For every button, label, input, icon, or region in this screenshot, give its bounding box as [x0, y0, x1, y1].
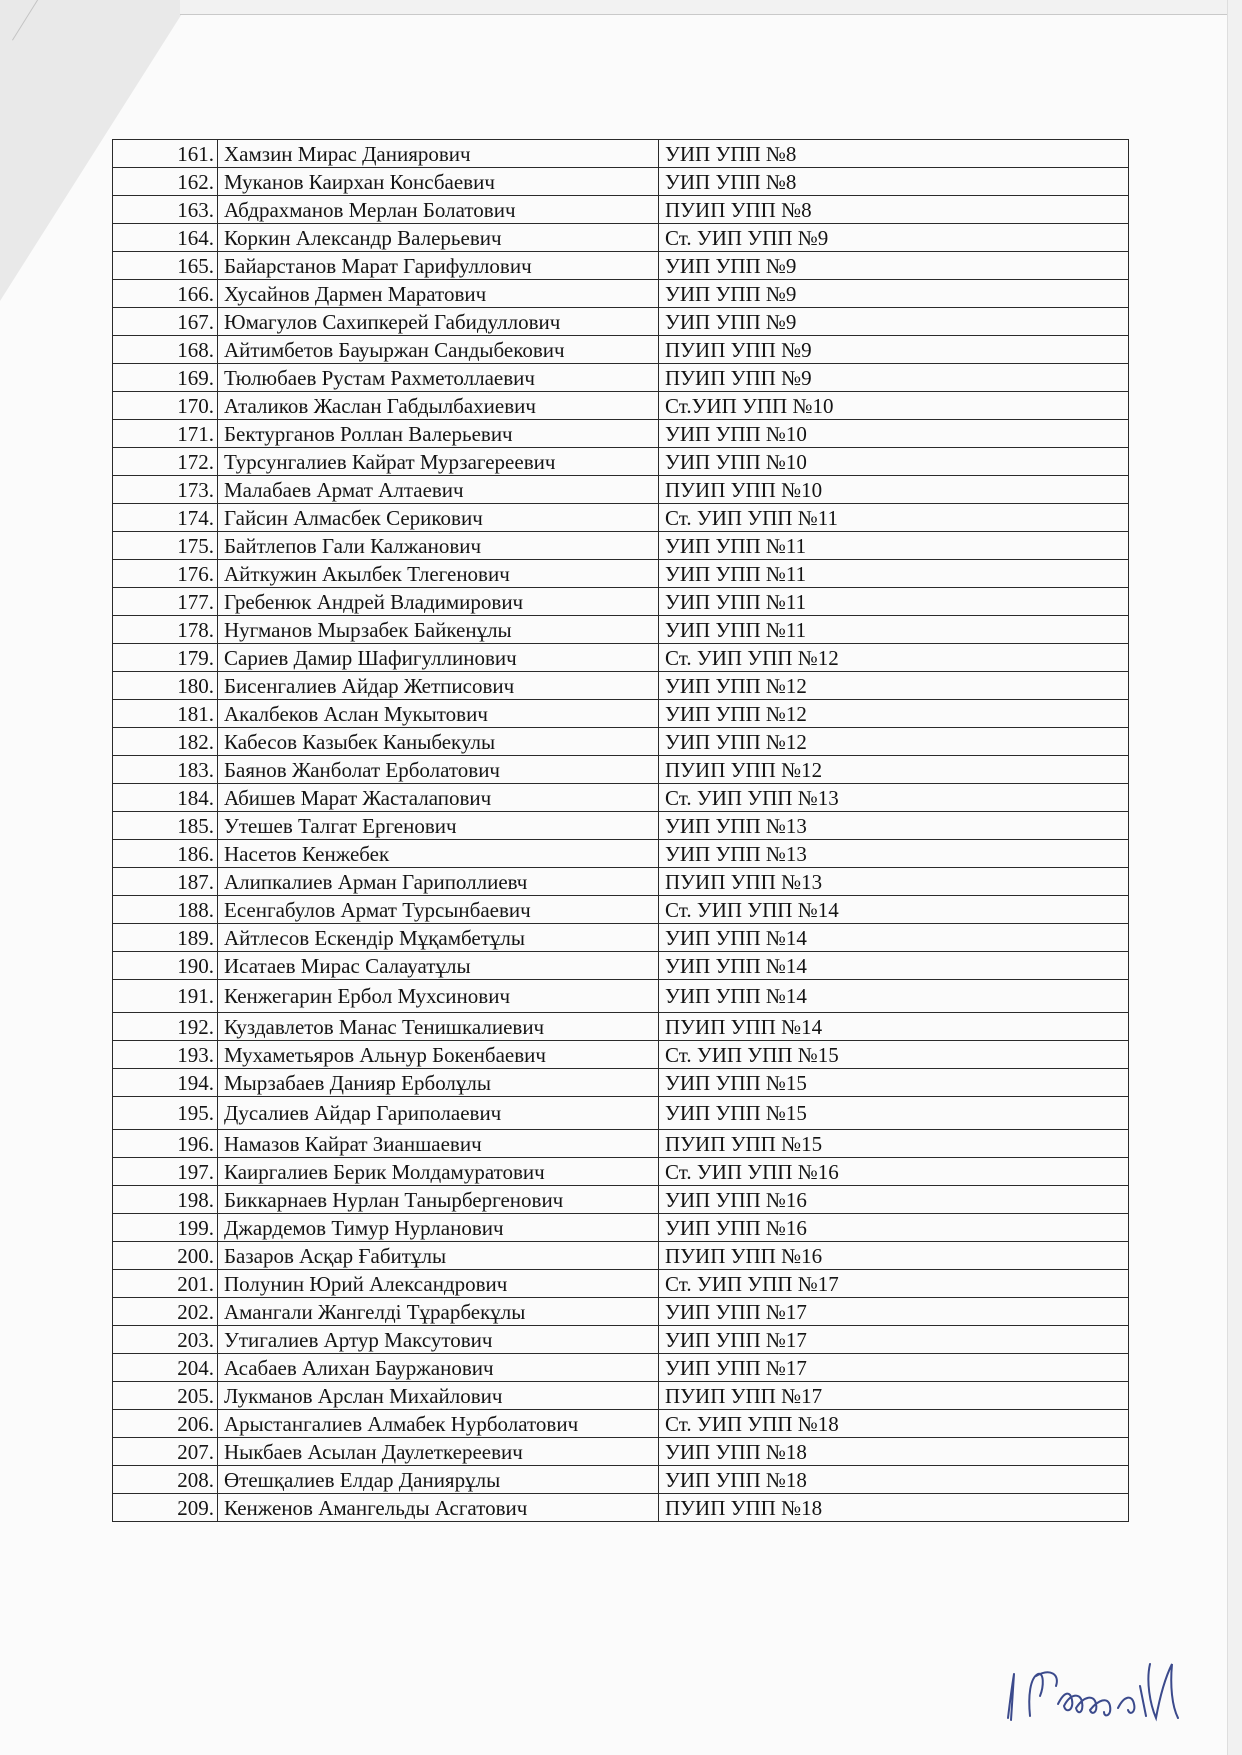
page-right-edge — [1227, 0, 1242, 1755]
table-row — [113, 420, 1129, 448]
row-number: 207. — [113, 1438, 218, 1466]
employee-name: Насетов Кенжебек — [218, 840, 659, 868]
employee-position: УИП УПП №17 — [659, 1326, 1129, 1354]
table-row — [113, 672, 1129, 700]
table-row — [113, 1494, 1129, 1522]
row-number: 179. — [113, 644, 218, 672]
employee-position: ПУИП УПП №15 — [659, 1130, 1129, 1158]
employee-name: Хусайнов Дармен Маратович — [218, 280, 659, 308]
row-number: 178. — [113, 616, 218, 644]
employee-position: УИП УПП №15 — [659, 1097, 1129, 1130]
row-number: 202. — [113, 1298, 218, 1326]
table-row — [113, 1438, 1129, 1466]
employee-position: УИП УПП №10 — [659, 420, 1129, 448]
employee-name: Айткужин Акылбек Тлегенович — [218, 560, 659, 588]
row-number: 192. — [113, 1013, 218, 1041]
employee-position: ПУИП УПП №10 — [659, 476, 1129, 504]
row-number: 180. — [113, 672, 218, 700]
employee-name: Акалбеков Аслан Мукытович — [218, 700, 659, 728]
row-number: 184. — [113, 784, 218, 812]
employee-position: УИП УПП №9 — [659, 252, 1129, 280]
row-number: 173. — [113, 476, 218, 504]
employee-name: Сариев Дамир Шафигуллинович — [218, 644, 659, 672]
table-row — [113, 1186, 1129, 1214]
employee-name: Намазов Кайрат Зианшаевич — [218, 1130, 659, 1158]
row-number: 197. — [113, 1158, 218, 1186]
employee-position: УИП УПП №12 — [659, 672, 1129, 700]
table-row — [113, 644, 1129, 672]
table-row — [113, 1410, 1129, 1438]
table-row — [113, 504, 1129, 532]
row-number: 161. — [113, 140, 218, 168]
table-row — [113, 560, 1129, 588]
table-row — [113, 280, 1129, 308]
table-row — [113, 448, 1129, 476]
employee-position: УИП УПП №13 — [659, 840, 1129, 868]
row-number: 193. — [113, 1041, 218, 1069]
row-number: 171. — [113, 420, 218, 448]
employee-position: УИП УПП №11 — [659, 560, 1129, 588]
row-number: 177. — [113, 588, 218, 616]
table-row — [113, 924, 1129, 952]
table-row — [113, 1298, 1129, 1326]
employee-position: УИП УПП №16 — [659, 1186, 1129, 1214]
employee-name: Кенженов Амангельды Асгатович — [218, 1494, 659, 1522]
row-number: 208. — [113, 1466, 218, 1494]
employee-name: Гребенюк Андрей Владимирович — [218, 588, 659, 616]
employee-name: Хамзин Мирас Даниярович — [218, 140, 659, 168]
employee-position: УИП УПП №9 — [659, 308, 1129, 336]
employee-name: Лукманов Арслан Михайлович — [218, 1382, 659, 1410]
handwritten-signature — [1000, 1656, 1200, 1726]
row-number: 164. — [113, 224, 218, 252]
employee-name: Бисенгалиев Айдар Жетписович — [218, 672, 659, 700]
employee-name: Ныкбаев Асылан Даулеткереевич — [218, 1438, 659, 1466]
employee-name: Малабаев Армат Алтаевич — [218, 476, 659, 504]
table-row — [113, 980, 1129, 1013]
employee-name: Базаров Асқар Ғабитұлы — [218, 1242, 659, 1270]
employee-position: ПУИП УПП №13 — [659, 868, 1129, 896]
row-number: 206. — [113, 1410, 218, 1438]
table-row — [113, 1466, 1129, 1494]
row-number: 190. — [113, 952, 218, 980]
employee-position: ПУИП УПП №12 — [659, 756, 1129, 784]
employee-position: ПУИП УПП №18 — [659, 1494, 1129, 1522]
row-number: 168. — [113, 336, 218, 364]
table-row — [113, 1354, 1129, 1382]
row-number: 198. — [113, 1186, 218, 1214]
employee-name: Байтлепов Гали Калжанович — [218, 532, 659, 560]
employee-position: УИП УПП №10 — [659, 448, 1129, 476]
employee-name: Коркин Александр Валерьевич — [218, 224, 659, 252]
table-row — [113, 616, 1129, 644]
employee-name: Абишев Марат Жасталапович — [218, 784, 659, 812]
employee-position: Ст. УИП УПП №13 — [659, 784, 1129, 812]
employee-name: Куздавлетов Манас Тенишкалиевич — [218, 1013, 659, 1041]
employee-position: Ст. УИП УПП №16 — [659, 1158, 1129, 1186]
employee-name: Асабаев Алихан Бауржанович — [218, 1354, 659, 1382]
table-row — [113, 364, 1129, 392]
row-number: 167. — [113, 308, 218, 336]
table-row — [113, 224, 1129, 252]
employee-position: Ст. УИП УПП №15 — [659, 1041, 1129, 1069]
employee-name: Тюлюбаев Рустам Рахметоллаевич — [218, 364, 659, 392]
employee-position: Ст. УИП УПП №14 — [659, 896, 1129, 924]
employee-name: Айтлесов Ескендір Мұқамбетұлы — [218, 924, 659, 952]
table-row — [113, 336, 1129, 364]
row-number: 188. — [113, 896, 218, 924]
table-row — [113, 168, 1129, 196]
employee-position: ПУИП УПП №17 — [659, 1382, 1129, 1410]
employee-position: ПУИП УПП №16 — [659, 1242, 1129, 1270]
employee-name: Дусалиев Айдар Гариполаевич — [218, 1097, 659, 1130]
employee-position: Ст. УИП УПП №17 — [659, 1270, 1129, 1298]
employee-name: Байарстанов Марат Гарифуллович — [218, 252, 659, 280]
table-row — [113, 1270, 1129, 1298]
row-number: 163. — [113, 196, 218, 224]
employee-name: Бектурганов Роллан Валерьевич — [218, 420, 659, 448]
row-number: 187. — [113, 868, 218, 896]
employee-position: Ст. УИП УПП №12 — [659, 644, 1129, 672]
employee-position: Ст. УИП УПП №11 — [659, 504, 1129, 532]
employee-position: УИП УПП №14 — [659, 924, 1129, 952]
employee-position: Ст.УИП УПП №10 — [659, 392, 1129, 420]
table-row — [113, 532, 1129, 560]
employee-position: УИП УПП №11 — [659, 616, 1129, 644]
row-number: 204. — [113, 1354, 218, 1382]
table-row — [113, 476, 1129, 504]
row-number: 166. — [113, 280, 218, 308]
employee-position: Ст. УИП УПП №18 — [659, 1410, 1129, 1438]
row-number: 172. — [113, 448, 218, 476]
employee-position: ПУИП УПП №9 — [659, 364, 1129, 392]
employee-position: УИП УПП №11 — [659, 532, 1129, 560]
row-number: 162. — [113, 168, 218, 196]
employee-position: УИП УПП №8 — [659, 140, 1129, 168]
table-row — [113, 1013, 1129, 1041]
employee-name: Өтешқалиев Елдар Даниярұлы — [218, 1466, 659, 1494]
employee-name: Утигалиев Артур Максутович — [218, 1326, 659, 1354]
employee-name: Джардемов Тимур Нурланович — [218, 1214, 659, 1242]
row-number: 199. — [113, 1214, 218, 1242]
table-row — [113, 952, 1129, 980]
employee-position: УИП УПП №18 — [659, 1438, 1129, 1466]
row-number: 174. — [113, 504, 218, 532]
table-row — [113, 1242, 1129, 1270]
table-row — [113, 1130, 1129, 1158]
table-row — [113, 196, 1129, 224]
row-number: 191. — [113, 980, 218, 1013]
employee-name: Каиргалиев Берик Молдамуратович — [218, 1158, 659, 1186]
row-number: 195. — [113, 1097, 218, 1130]
employee-position: УИП УПП №14 — [659, 980, 1129, 1013]
roster-table-body — [113, 140, 1129, 1522]
employee-name: Исатаев Мирас Салауатұлы — [218, 952, 659, 980]
row-number: 189. — [113, 924, 218, 952]
employee-name: Есенгабулов Армат Турсынбаевич — [218, 896, 659, 924]
employee-position: Ст. УИП УПП №9 — [659, 224, 1129, 252]
employee-name: Амангали Жангелді Тұрарбекұлы — [218, 1298, 659, 1326]
table-row — [113, 728, 1129, 756]
employee-position: УИП УПП №14 — [659, 952, 1129, 980]
table-row — [113, 1382, 1129, 1410]
employee-position: УИП УПП №16 — [659, 1214, 1129, 1242]
row-number: 182. — [113, 728, 218, 756]
row-number: 183. — [113, 756, 218, 784]
employee-name: Нугманов Мырзабек Байкенұлы — [218, 616, 659, 644]
employee-position: УИП УПП №15 — [659, 1069, 1129, 1097]
employee-position: УИП УПП №17 — [659, 1298, 1129, 1326]
table-row — [113, 140, 1129, 168]
roster-table — [112, 139, 1129, 1522]
row-number: 186. — [113, 840, 218, 868]
employee-name: Аталиков Жаслан Габдылбахиевич — [218, 392, 659, 420]
employee-name: Арыстангалиев Алмабек Нурболатович — [218, 1410, 659, 1438]
employee-position: ПУИП УПП №9 — [659, 336, 1129, 364]
table-row — [113, 1214, 1129, 1242]
row-number: 185. — [113, 812, 218, 840]
row-number: 165. — [113, 252, 218, 280]
employee-name: Биккарнаев Нурлан Танырбергенович — [218, 1186, 659, 1214]
table-row — [113, 392, 1129, 420]
employee-name: Турсунгалиев Кайрат Мурзагереевич — [218, 448, 659, 476]
employee-name: Муканов Каирхан Консбаевич — [218, 168, 659, 196]
row-number: 175. — [113, 532, 218, 560]
employee-name: Гайсин Алмасбек Серикович — [218, 504, 659, 532]
row-number: 196. — [113, 1130, 218, 1158]
row-number: 176. — [113, 560, 218, 588]
table-row — [113, 1326, 1129, 1354]
employee-position: УИП УПП №17 — [659, 1354, 1129, 1382]
table-row — [113, 784, 1129, 812]
employee-name: Полунин Юрий Александрович — [218, 1270, 659, 1298]
employee-name: Алипкалиев Арман Гариполлиевч — [218, 868, 659, 896]
table-row — [113, 840, 1129, 868]
employee-position: УИП УПП №12 — [659, 728, 1129, 756]
employee-name: Айтимбетов Бауыржан Сандыбекович — [218, 336, 659, 364]
employee-name: Кабесов Казыбек Каныбекулы — [218, 728, 659, 756]
employee-name: Кенжегарин Ербол Мухсинович — [218, 980, 659, 1013]
table-row — [113, 868, 1129, 896]
table-row — [113, 812, 1129, 840]
row-number: 200. — [113, 1242, 218, 1270]
row-number: 209. — [113, 1494, 218, 1522]
employee-name: Абдрахманов Мерлан Болатович — [218, 196, 659, 224]
table-row — [113, 308, 1129, 336]
employee-position: УИП УПП №12 — [659, 700, 1129, 728]
employee-name: Мухаметьяров Альнур Бокенбаевич — [218, 1041, 659, 1069]
employee-position: УИП УПП №9 — [659, 280, 1129, 308]
table-row — [113, 588, 1129, 616]
table-row — [113, 1041, 1129, 1069]
table-row — [113, 1158, 1129, 1186]
row-number: 203. — [113, 1326, 218, 1354]
row-number: 170. — [113, 392, 218, 420]
employee-position: ПУИП УПП №8 — [659, 196, 1129, 224]
employee-name: Баянов Жанболат Ерболатович — [218, 756, 659, 784]
table-row — [113, 1097, 1129, 1130]
table-row — [113, 896, 1129, 924]
row-number: 181. — [113, 700, 218, 728]
table-row — [113, 252, 1129, 280]
table-row — [113, 700, 1129, 728]
row-number: 194. — [113, 1069, 218, 1097]
employee-name: Утешев Талгат Ергенович — [218, 812, 659, 840]
table-row — [113, 1069, 1129, 1097]
row-number: 169. — [113, 364, 218, 392]
employee-position: УИП УПП №18 — [659, 1466, 1129, 1494]
employee-name: Юмагулов Сахипкерей Габидуллович — [218, 308, 659, 336]
employee-position: УИП УПП №13 — [659, 812, 1129, 840]
table-row — [113, 756, 1129, 784]
row-number: 201. — [113, 1270, 218, 1298]
employee-position: ПУИП УПП №14 — [659, 1013, 1129, 1041]
row-number: 205. — [113, 1382, 218, 1410]
employee-position: УИП УПП №11 — [659, 588, 1129, 616]
employee-position: УИП УПП №8 — [659, 168, 1129, 196]
page-top-edge — [180, 0, 1242, 15]
employee-name: Мырзабаев Данияр Ерболұлы — [218, 1069, 659, 1097]
